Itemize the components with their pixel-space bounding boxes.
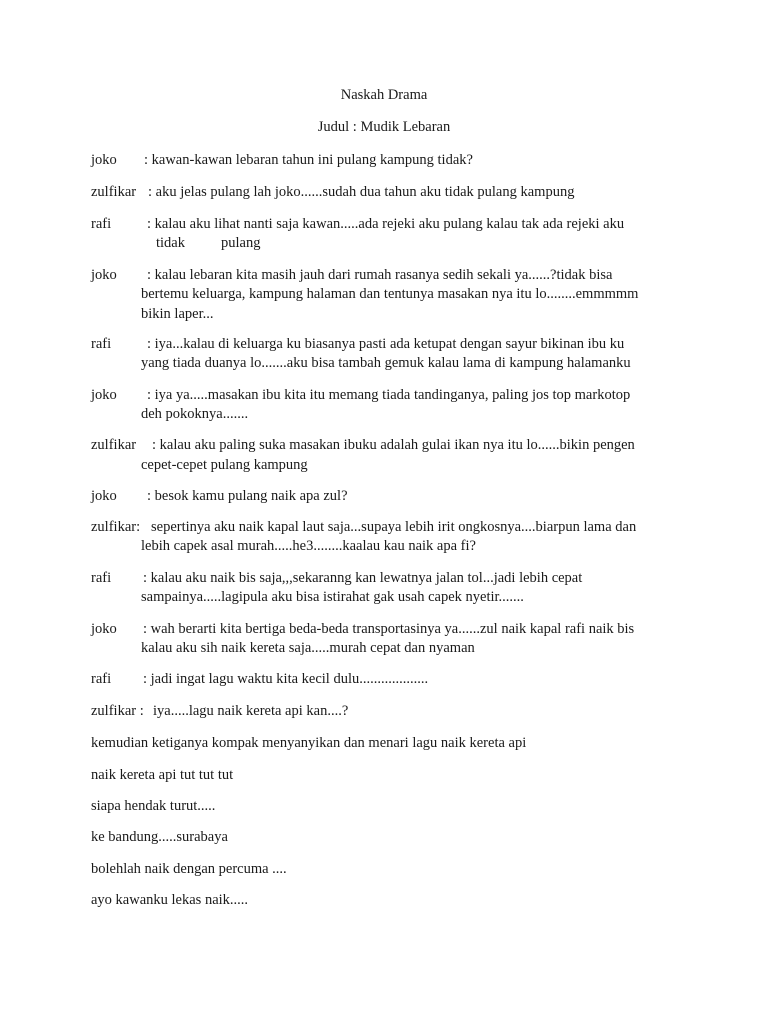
narration-line: kemudian ketiganya kompak menyanyikan dan menari lagu naik kereta api xyxy=(91,735,527,751)
lyric-line: siapa hendak turut..... xyxy=(91,798,216,814)
speaker-name: joko xyxy=(91,152,117,168)
dialogue-line: bikin laper... xyxy=(141,306,214,322)
speaker-name: joko xyxy=(91,387,117,403)
speaker-name: zulfikar: xyxy=(91,519,141,535)
dialogue-line: iya.....lagu naik kereta api kan....? xyxy=(153,703,349,719)
speaker-name: zulfikar xyxy=(91,437,137,453)
document-title: Naskah Drama xyxy=(340,87,428,103)
dialogue-line: lebih capek asal murah.....he3........kaalau kau naik apa fi? xyxy=(141,538,476,554)
dialogue-line: : kalau aku naik bis saja,,,sekaranng kan lewatnya jalan tol...jadi lebih cepat xyxy=(143,570,583,586)
dialogue-line: pulang xyxy=(221,235,261,251)
dialogue-line: : jadi ingat lagu waktu kita kecil dulu................... xyxy=(143,671,429,687)
dialogue-line: : aku jelas pulang lah joko......sudah dua tahun aku tidak pulang kampung xyxy=(148,184,575,200)
speaker-name: rafi xyxy=(91,216,112,232)
dialogue-line: sepertinya aku naik kapal laut saja...supaya lebih irit ongkosnya....biarpun lama dan xyxy=(151,519,637,535)
dialogue-line: : kalau aku lihat nanti saja kawan.....ada rejeki aku pulang kalau tak ada rejeki aku xyxy=(147,216,625,232)
dialogue-line: : wah berarti kita bertiga beda-beda transportasinya ya......zul naik kapal rafi naik bis xyxy=(143,621,635,637)
speaker-name: rafi xyxy=(91,570,112,586)
dialogue-line: sampainya.....lagipula aku bisa istirahat gak usah capek nyetir....... xyxy=(141,589,524,605)
dialogue-line: deh pokoknya....... xyxy=(141,406,249,422)
dialogue-line: tidak xyxy=(156,235,185,251)
lyric-line: naik kereta api tut tut tut xyxy=(91,767,234,783)
dialogue-line: bertemu keluarga, kampung halaman dan tentunya masakan nya itu lo........emmmmm xyxy=(141,286,639,302)
dialogue-line: : iya ya.....masakan ibu kita itu memang tiada tandinganya, paling jos top markotop xyxy=(147,387,631,403)
lyric-line: ayo kawanku lekas naik..... xyxy=(91,892,249,908)
lyric-line: bolehlah naik dengan percuma .... xyxy=(91,861,287,877)
speaker-name: zulfikar xyxy=(91,184,137,200)
speaker-name: zulfikar : xyxy=(91,703,144,719)
dialogue-line: : iya...kalau di keluarga ku biasanya pasti ada ketupat dengan sayur bikinan ibu ku xyxy=(147,336,625,352)
speaker-name: joko xyxy=(91,621,117,637)
dialogue-line: : kalau lebaran kita masih jauh dari rumah rasanya sedih sekali ya......?tidak bisa xyxy=(147,267,613,283)
dialogue-line: kalau aku sih naik kereta saja.....murah cepat dan nyaman xyxy=(141,640,475,656)
dialogue-line: : besok kamu pulang naik apa zul? xyxy=(147,488,348,504)
speaker-name: rafi xyxy=(91,336,112,352)
dialogue-line: yang tiada duanya lo.......aku bisa tambah gemuk kalau lama di kampung halamanku xyxy=(141,355,631,371)
dialogue-line: : kawan-kawan lebaran tahun ini pulang kampung tidak? xyxy=(144,152,473,168)
speaker-name: joko xyxy=(91,488,117,504)
speaker-name: joko xyxy=(91,267,117,283)
dialogue-line: cepet-cepet pulang kampung xyxy=(141,457,308,473)
dialogue-line: : kalau aku paling suka masakan ibuku adalah gulai ikan nya itu lo......bikin pengen xyxy=(152,437,635,453)
speaker-name: rafi xyxy=(91,671,112,687)
lyric-line: ke bandung.....surabaya xyxy=(91,829,228,845)
document-subtitle: Judul : Mudik Lebaran xyxy=(317,119,451,135)
